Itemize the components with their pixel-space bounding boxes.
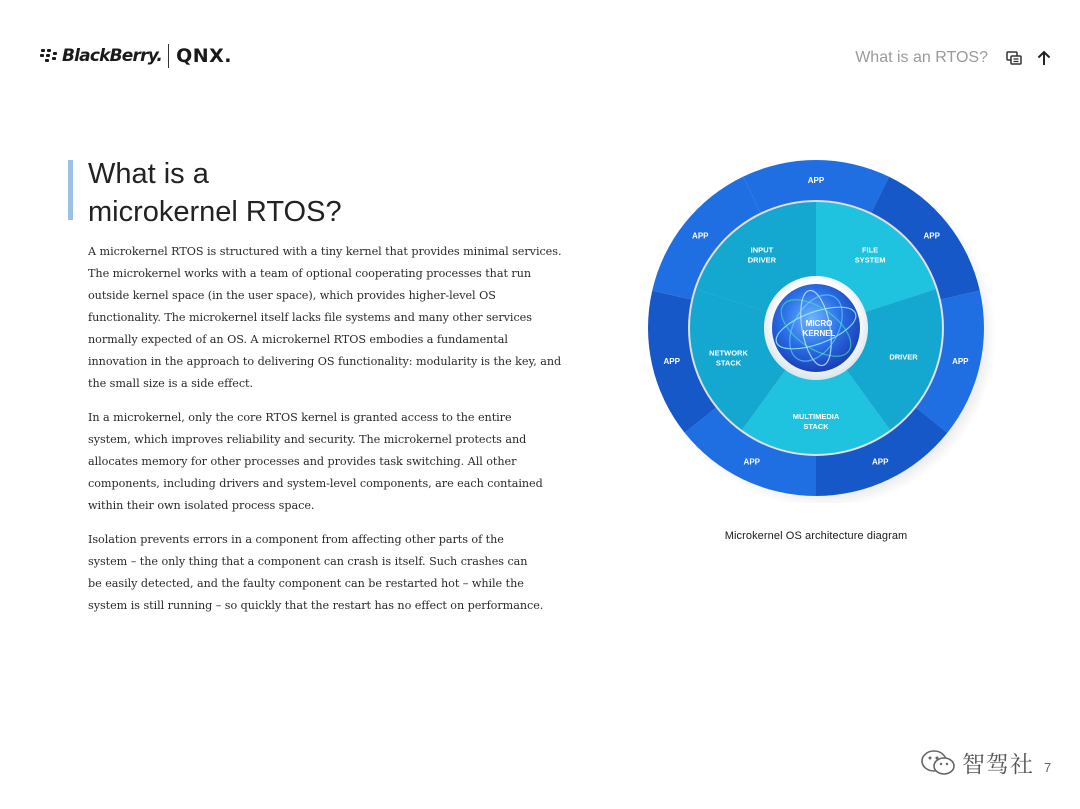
component-label: INPUT: [750, 245, 774, 255]
menu-icon: [1005, 49, 1023, 67]
wechat-account-name: 智驾社: [962, 752, 1034, 778]
blackberry-logo-icon: [40, 48, 60, 64]
page-title-line-2: microkernel RTOS?: [88, 196, 342, 228]
arrow-up-icon: [1035, 49, 1053, 67]
app-label: APP: [923, 231, 940, 241]
app-label: APP: [743, 457, 761, 467]
page-title-line-1: What is a: [88, 158, 209, 190]
body-text: [88, 241, 578, 629]
wechat-watermark: [920, 746, 1034, 779]
kernel-label-line-2: KERNEL: [802, 329, 836, 338]
component-label: MULTIMEDIA: [792, 412, 840, 421]
app-label: APP: [663, 356, 680, 366]
microkernel-architecture-diagram: [648, 158, 1008, 503]
component-label: DRIVER: [747, 255, 777, 265]
app-label: APP: [952, 356, 969, 366]
app-label: APP: [807, 176, 825, 185]
title-accent-bar: [68, 160, 73, 220]
page-title: [88, 155, 342, 231]
logo-divider: [168, 44, 169, 68]
component-label: FILE: [861, 245, 879, 255]
brand-name-qnx: QNX.: [176, 45, 232, 67]
page-number: 7: [1044, 760, 1052, 775]
app-label: APP: [692, 231, 709, 241]
paragraph-2: In a microkernel, only the core RTOS kernel is granted access to the entire system, which improves reliability and security. The microkernel protects and allocates memory for other processes and provides task switching. All other components, including drivers and system-level components, are each contained within their own isolated process space.: [88, 411, 543, 512]
wechat-icon: [920, 749, 958, 777]
back-to-top-button[interactable]: [1032, 46, 1056, 70]
component-label: DRIVER: [889, 352, 918, 362]
paragraph-3: Isolation prevents errors in a component from affecting other parts of the system – the only thing that a component can crash is itself. Such crashes can be easily detected, and the faulty component can be restarted hot – while the system is still running – so quickly that the restart has no effect on performance.: [88, 533, 544, 612]
component-label: SYSTEM: [854, 255, 886, 265]
component-label: STACK: [803, 422, 829, 431]
component-label: STACK: [715, 358, 742, 368]
brand-name-blackberry: BlackBerry.: [62, 46, 163, 66]
section-title-link[interactable]: What is an RTOS?: [855, 49, 988, 66]
kernel-label-line-1: MICRO: [805, 319, 833, 328]
paragraph-1: A microkernel RTOS is structured with a tiny kernel that provides minimal services. The microkernel works with a team of optional cooperating processes that run outside kernel space (in the user space), which provides higher-level OS functionality. The microkernel itself lacks file systems and many other services normally expected of an OS. A microkernel RTOS embodies a fundamental innovation in the approach to delivering OS functionality: modularity is the key, and the small size is a side effect.: [88, 245, 562, 390]
component-label: NETWORK: [709, 348, 748, 358]
diagram-caption: Microkernel OS architecture diagram: [724, 530, 908, 542]
menu-button[interactable]: [1002, 46, 1026, 70]
brand-logo: [40, 42, 232, 70]
app-label: APP: [871, 457, 889, 467]
header-nav: [855, 46, 1056, 70]
